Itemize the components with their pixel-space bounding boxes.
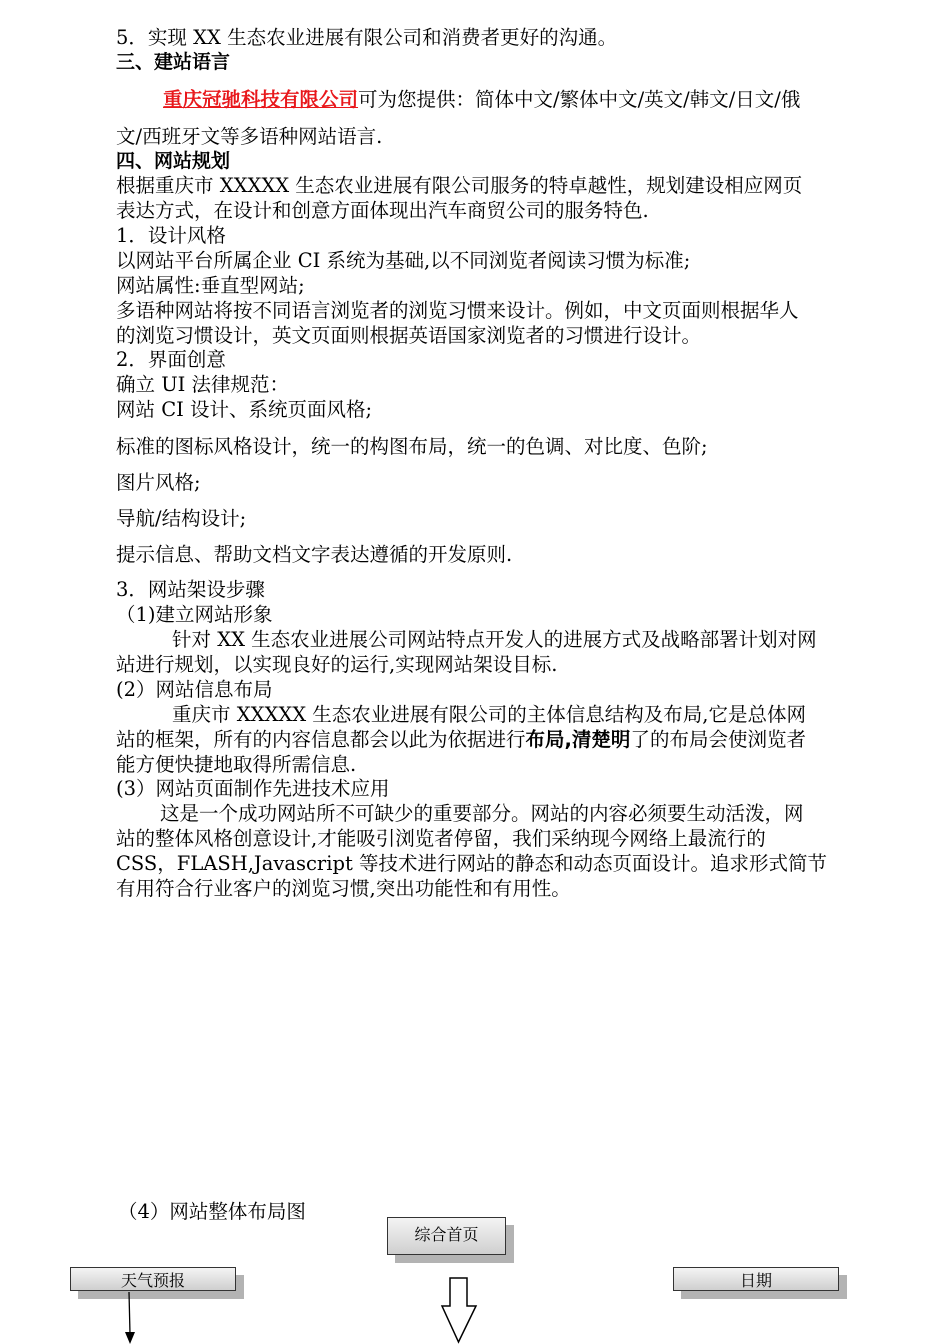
ui-line3: 标准的图标风格设计，统一的构图布局，统一的色调、对比度、色阶; bbox=[116, 435, 708, 458]
ui-line2: 网站 CI 设计、系统页面风格; bbox=[116, 398, 373, 421]
diagram-node-home-label: 综合首页 bbox=[414, 1225, 479, 1244]
language-paragraph-line2: 文/西班牙文等多语种网站语言. bbox=[116, 125, 383, 148]
style-line4: 的浏览习惯设计，英文页面则根据英语国家浏览者的习惯进行设计。 bbox=[116, 324, 702, 347]
step3-line1: 这是一个成功网站所不可缺少的重要部分。网站的内容必须要生动活泼，网 bbox=[160, 802, 804, 825]
language-paragraph-line1 bbox=[163, 88, 800, 112]
style-line2: 网站属性:垂直型网站; bbox=[116, 274, 305, 297]
step2-line3: 能方便快捷地取得所需信息. bbox=[116, 753, 357, 776]
step2-bold-text: 布局,清楚明 bbox=[525, 728, 631, 751]
subheading-design-style: 1．设计风格 bbox=[116, 224, 226, 247]
step2-title: (2）网站信息布局 bbox=[116, 678, 273, 701]
step2-line2-part1: 站的框架，所有的内容信息都会以此为依据进行 bbox=[116, 728, 526, 751]
style-line1: 以网站平台所属企业 CI 系统为基础,以不同浏览者阅读习惯为标准; bbox=[116, 249, 691, 272]
step3-line2: 站的整体风格创意设计,才能吸引浏览者停留，我们采纳现今网络上最流行的 bbox=[116, 827, 766, 850]
heading-site-planning: 四、网站规划 bbox=[116, 150, 231, 172]
ui-line6: 提示信息、帮助文档文字表达遵循的开发原则. bbox=[116, 543, 513, 566]
ui-line5: 导航/结构设计; bbox=[116, 507, 247, 530]
ui-line4: 图片风格; bbox=[116, 471, 201, 494]
step1-title: （1)建立网站形象 bbox=[116, 603, 273, 626]
step2-line1: 重庆市 XXXXX 生态农业进展有限公司的主体信息结构及布局,它是总体网 bbox=[172, 703, 807, 726]
list-item-5: 5．实现 XX 生态农业进展有限公司和消费者更好的沟通。 bbox=[116, 26, 618, 49]
diagram-node-weather-label: 天气预报 bbox=[120, 1271, 185, 1290]
subheading-site-steps: 3．网站架设步骤 bbox=[116, 578, 265, 601]
planning-line1: 根据重庆市 XXXXX 生态农业进展有限公司服务的特卓越性，规划建设相应网页 bbox=[116, 174, 803, 197]
diagram-node-date bbox=[673, 1267, 839, 1291]
step3-line3: CSS，FLASH,Javascript 等技术进行网站的静态和动态页面设计。追求形式简节 bbox=[116, 852, 828, 875]
step4-title: （4）网站整体布局图 bbox=[118, 1200, 306, 1223]
step1-line1: 针对 XX 生态农业进展公司网站特点开发人的进展方式及战略部署计划对网 bbox=[172, 628, 817, 651]
step3-title: (3）网站页面制作先进技术应用 bbox=[116, 777, 390, 800]
diagram-node-weather bbox=[70, 1267, 236, 1291]
step2-line2 bbox=[116, 728, 806, 752]
step2-line2-part3: 了的布局会使浏览者 bbox=[630, 728, 806, 751]
planning-line2: 表达方式，在设计和创意方面体现出汽车商贸公司的服务特色. bbox=[116, 199, 649, 222]
ui-line1: 确立 UI 法律规范： bbox=[116, 373, 290, 396]
subheading-ui-creative: 2．界面创意 bbox=[116, 348, 226, 371]
diagram-node-date-label: 日期 bbox=[739, 1271, 772, 1290]
style-line3: 多语种网站将按不同语言浏览者的浏览习惯来设计。例如，中文页面则根据华人 bbox=[116, 299, 799, 322]
weather-connector-arrow-icon bbox=[120, 1292, 140, 1344]
company-name: 重庆冠驰科技有限公司 bbox=[163, 88, 359, 111]
language-offer-text: 可为您提供：简体中文/繁体中文/英文/韩文/日文/俄 bbox=[358, 88, 801, 111]
down-arrow-icon bbox=[440, 1276, 480, 1344]
heading-build-language: 三、建站语言 bbox=[116, 51, 231, 73]
step1-line2: 站进行规划，以实现良好的运行,实现网站架设目标. bbox=[116, 653, 558, 676]
step3-line4: 有用符合行业客户的浏览习惯,突出功能性和有用性。 bbox=[116, 877, 571, 900]
diagram-node-home bbox=[387, 1217, 506, 1255]
